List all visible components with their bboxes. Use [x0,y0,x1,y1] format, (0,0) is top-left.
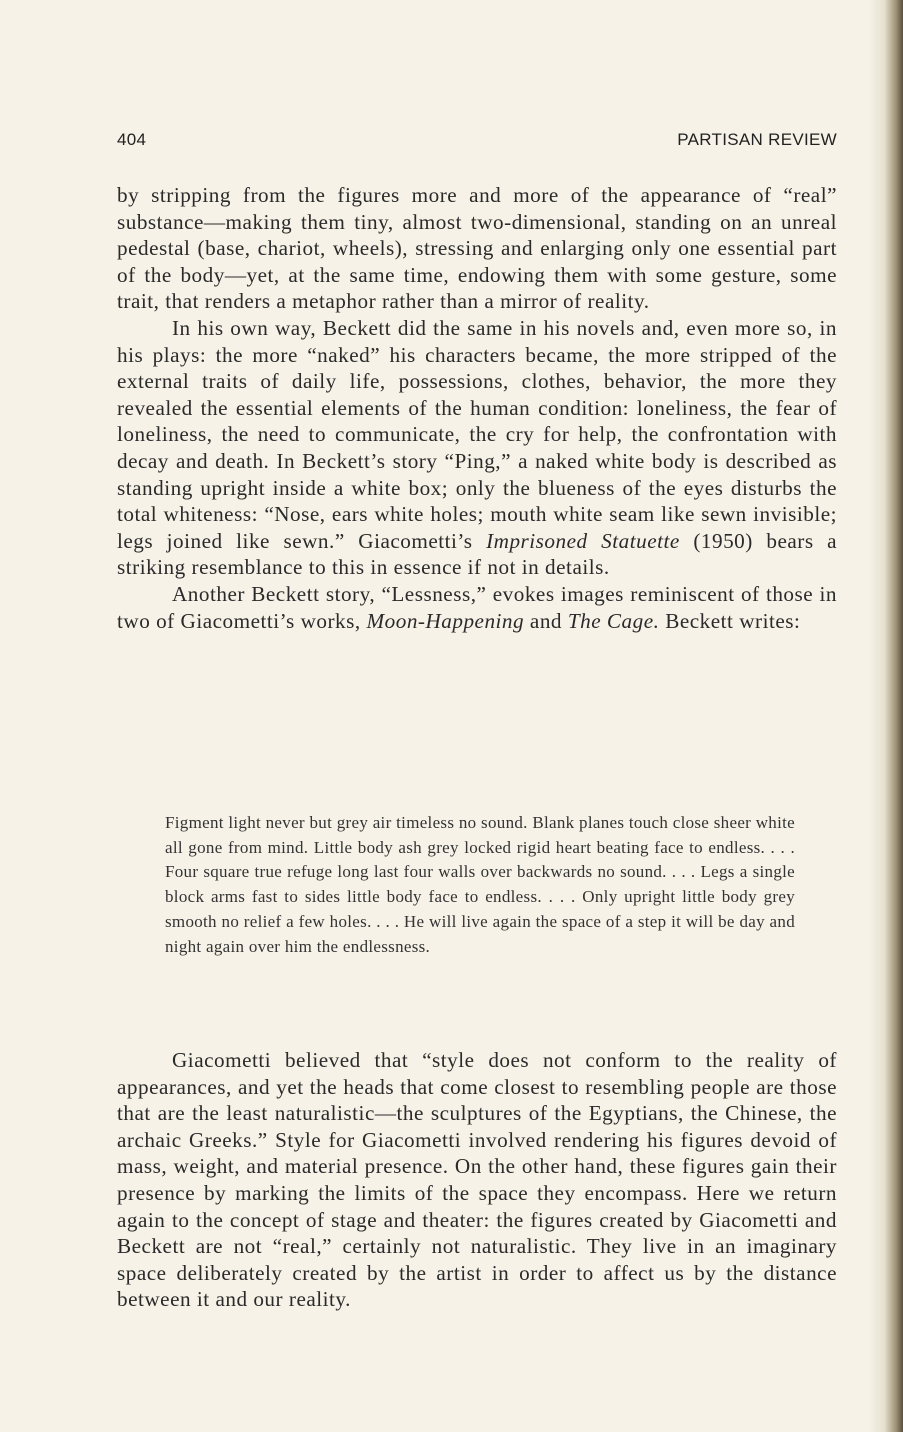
paragraph-beckett-plays: In his own way, Beckett did the same in his novels and, even more so, in his plays: the more “naked” his characters became, the more stripped of the external traits of daily life, possessions, clothes, behavior, the more they revealed the essential elements of the human condition: loneliness, the fear of loneliness, the need to communicate, the cry for help, the confrontation with decay and death. In Beckett’s story “Ping,” a naked white body is described as standing upright inside a white box; only the blueness of the eyes disturbs the total whiteness: “Nose, ears white holes; mouth white seam like sewn invisible; legs joined like sewn.” Giacometti’s Imprisoned Statuette (1950) bears a striking resemblance to this in essence if not in details. [117,315,838,580]
upper-text [117,182,837,634]
block-quote [165,811,795,959]
paragraph-continued: by stripping from the figures more and more of the appearance of “real” substance—making them tiny, almost two-dimensional, standing on an unreal pedestal (base, chariot, wheels), stressing and enlarging only one essential part of the body—yet, at the same time, endowing them with some gesture, some trait, that renders a metaphor rather than a mirror of reality. [117,183,837,314]
page-number: 404 [117,130,147,149]
artwork-title: The Cage. [567,608,660,633]
running-title: PARTISAN REVIEW [677,130,837,149]
paragraph-style: Giacometti believed that “style does not conform to the reality of appearances, and yet the heads that come closest to resembling people are those that are the least naturalistic—the sculptures of the Egyptians, the Chinese, the archaic Greeks.” Style for Giacometti involved rendering his figures devoid of mass, weight, and material presence. On the other hand, these figures gain their presence by marking the limits of the space they encompass. Here we return again to the concept of stage and theater: the figures created by Giacometti and Beckett are not “real,” certainly not naturalistic. They live in an imaginary space deliberately created by the artist in order to affect us by the distance between it and our reality. [117,1048,837,1312]
block-quote-text: Figment light never but grey air timeless no sound. Blank planes touch close sheer white all gone from mind. Little body ash grey locked rigid heart beating face to endless. . . . Four square true refuge long last four walls over backwards no sound. . . . Legs a single block arms fast to sides little body face to endless. . . . Only upright little body grey smooth no relief a few holes. . . . He will live again the space of a step it will be day and night again over him the endlessness. [165,813,795,956]
running-header [117,130,837,154]
page-binding-shadow [869,0,903,1432]
paragraph-lessness: Another Beckett story, “Lessness,” evokes images reminiscent of those in two of Giacometti’s works, Moon-Happening and The Cage. Beckett writes: [117,581,837,633]
artwork-title: Imprisoned Statuette [486,528,680,553]
artwork-title: Moon-Happening [366,608,525,633]
lower-text [117,1047,837,1313]
